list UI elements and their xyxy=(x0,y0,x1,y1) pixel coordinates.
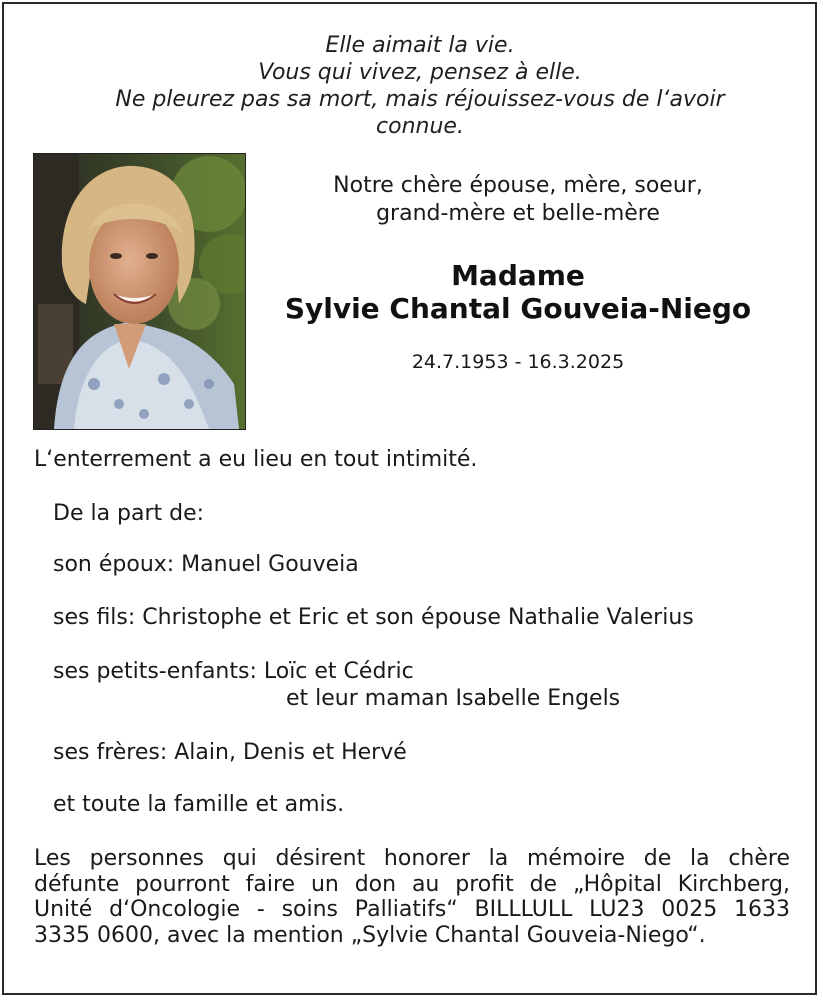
mourner-grandchildren-cont: et leur maman Isabelle Engels xyxy=(286,686,621,711)
mourner-brothers: ses frères: Alain, Denis et Hervé xyxy=(53,740,407,765)
portrait-photo xyxy=(33,153,246,430)
deceased-name: Sylvie Chantal Gouveia-Niego xyxy=(284,292,752,325)
epitaph-line: Ne pleurez pas sa mort, mais réjouissez-vous de l‘avoir xyxy=(115,87,725,112)
epitaph-line: Elle aimait la vie. xyxy=(325,33,515,58)
donation-line: Les personnes qui désirent honorer la mémoire de la chère xyxy=(34,846,790,871)
epitaph-line: Vous qui vivez, pensez à elle. xyxy=(258,60,582,85)
relationship-line: grand-mère et belle-mère xyxy=(376,201,660,226)
from-heading: De la part de: xyxy=(53,501,205,526)
donation-line: Unité d‘Oncologie - soins Palliatifs“ BILLLULL LU23 0025 1633 xyxy=(34,897,790,922)
burial-note: L‘enterrement a eu lieu en tout intimité. xyxy=(34,447,478,472)
donation-paragraph xyxy=(34,846,790,948)
mourner-grandchildren: ses petits-enfants: Loïc et Cédric xyxy=(53,659,414,684)
life-dates: 24.7.1953 - 16.3.2025 xyxy=(411,351,625,373)
portrait-image xyxy=(34,154,245,429)
mourner-sons: ses fils: Christophe et Eric et son épouse Nathalie Valerius xyxy=(53,605,694,630)
relationship-line: Notre chère épouse, mère, soeur, xyxy=(333,173,703,198)
mourner-spouse: son époux: Manuel Gouveia xyxy=(53,552,359,577)
mourner-family: et toute la famille et amis. xyxy=(53,792,345,817)
donation-line: défunte pourront faire un don au profit de „Hôpital Kirchberg, xyxy=(34,871,790,897)
epitaph-line: connue. xyxy=(376,114,464,139)
donation-line: 3335 0600, avec la mention „Sylvie Chantal Gouveia-Niego“. xyxy=(34,922,706,948)
salutation: Madame xyxy=(451,259,585,292)
